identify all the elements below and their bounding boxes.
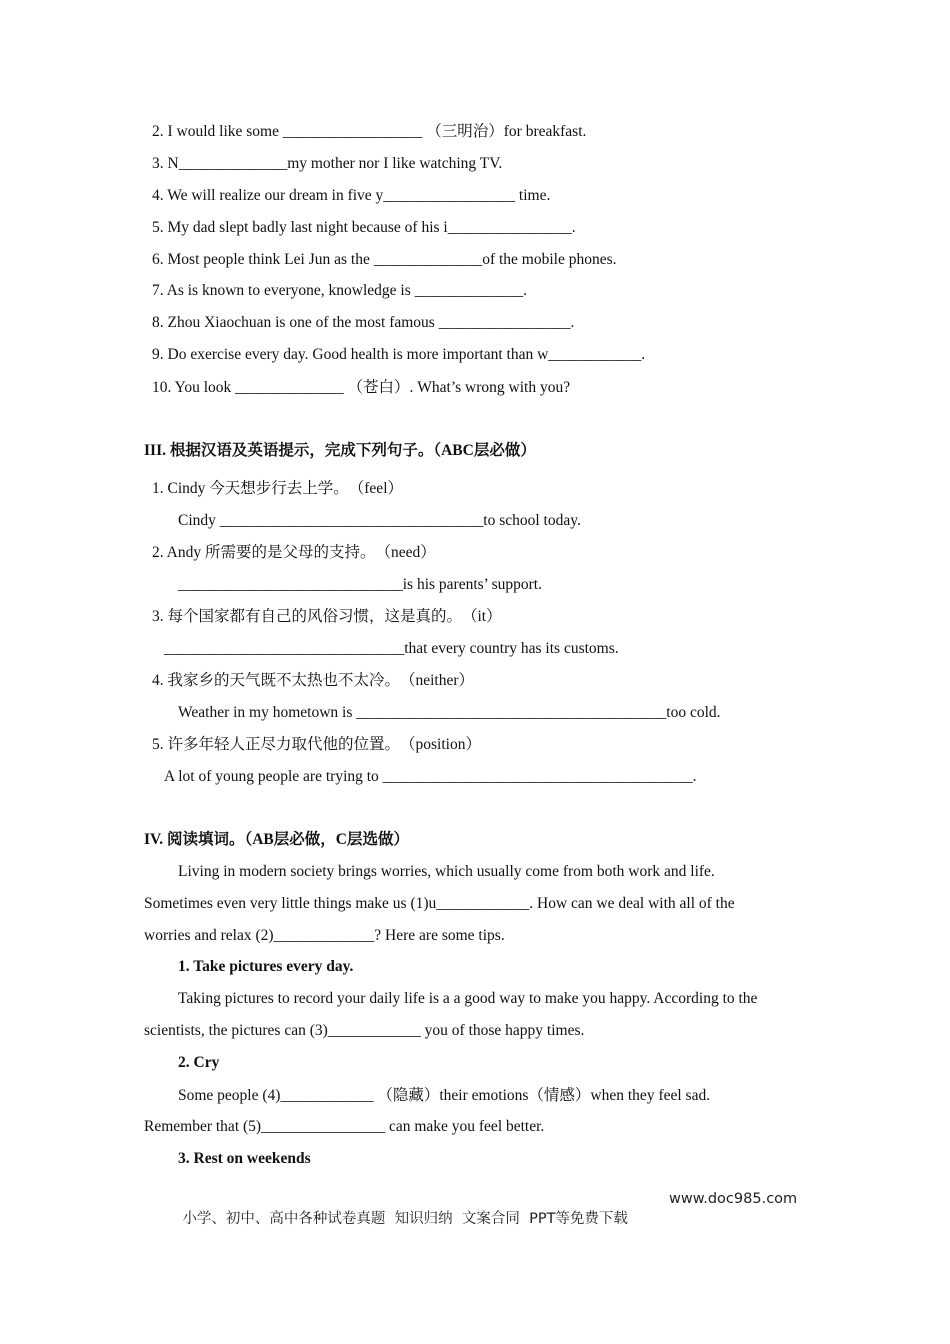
vocab-item-3: 3. N______________my mother nor I like watching TV. (152, 155, 503, 172)
tip-2-heading: 2. Cry (178, 1054, 220, 1071)
translation-prompt-5: 5. 许多年轻人正尽力取代他的位置。 （position） (152, 736, 481, 753)
section-3-heading: III. 根据汉语及英语提示，完成下列句子。（ABC层必做） (144, 442, 536, 459)
footer-text: 小学、初中、高中各种试卷真题 知识归纳 文案合同 PPT等免费下载 (182, 1211, 628, 1227)
page-footer (164, 1191, 798, 1260)
passage-line-3: worries and relax (2)_____________? Here are some tips. (144, 927, 505, 944)
vocab-item-6: 6. Most people think Lei Jun as the ______________of the mobile phones. (152, 251, 617, 268)
passage-line-6: Some people (4)____________ （隐藏）their emotions（情感）when they feel sad. (178, 1087, 711, 1104)
passage-line-1: Living in modern society brings worries, which usually come from both work and life. (178, 863, 715, 880)
translation-prompt-3: 3. 每个国家都有自己的风俗习惯，这是真的。 （it） (152, 608, 502, 625)
translation-answer-2: _____________________________is his parents’ support. (178, 576, 542, 593)
tip-3-heading: 3. Rest on weekends (178, 1150, 311, 1167)
footer-url[interactable]: www.doc985.com (669, 1191, 798, 1207)
tip-1-heading: 1. Take pictures every day. (178, 958, 354, 975)
vocab-item-2: 2. I would like some __________________ （三明治）for breakfast. (152, 123, 587, 140)
passage-line-5: scientists, the pictures can (3)____________ you of those happy times. (144, 1022, 585, 1039)
vocab-item-8: 8. Zhou Xiaochuan is one of the most famous _________________. (152, 314, 575, 331)
vocab-item-7: 7. As is known to everyone, knowledge is ______________. (152, 282, 527, 299)
passage-line-4: Taking pictures to record your daily life is a a good way to make you happy. According to the (178, 990, 758, 1007)
translation-prompt-2: 2. Andy 所需要的是父母的支持。 （need） (152, 544, 436, 561)
vocab-item-9: 9. Do exercise every day. Good health is more important than w____________. (152, 346, 646, 363)
translation-answer-3: _______________________________that every country has its customs. (164, 640, 619, 657)
section-4-heading: IV. 阅读填词。（AB层必做，C层选做） (144, 831, 409, 848)
translation-answer-5: A lot of young people are trying to ________________________________________. (164, 768, 697, 785)
translation-answer-1: Cindy __________________________________to school today. (178, 512, 581, 529)
passage-line-2: Sometimes even very little things make us (1)u____________. How can we deal with all of the (144, 895, 735, 912)
translation-prompt-4: 4. 我家乡的天气既不太热也不太冷。 （neither） (152, 672, 475, 689)
translation-prompt-1: 1. Cindy 今天想步行去上学。 （feel） (152, 480, 403, 497)
vocab-item-5: 5. My dad slept badly last night because of his i________________. (152, 219, 576, 236)
translation-answer-4: Weather in my hometown is ________________________________________too cold. (178, 704, 721, 721)
vocab-item-10: 10. You look ______________ （苍白）. What’s wrong with you? (152, 379, 571, 396)
passage-line-7: Remember that (5)________________ can make you feel better. (144, 1118, 545, 1135)
vocab-item-4: 4. We will realize our dream in five y_________________ time. (152, 187, 551, 204)
